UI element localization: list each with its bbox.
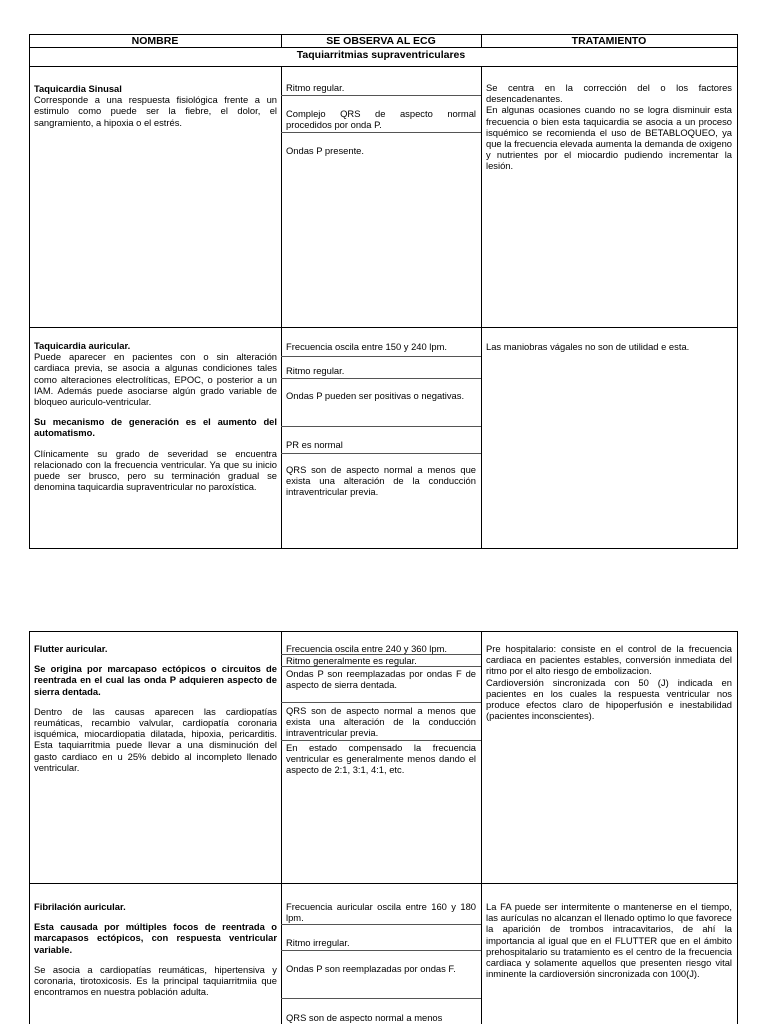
flutter-tratamiento: Pre hospitalario: consiste en el control de la frecuencia cardiaca en pacientes estables, conversión inmediata del ritmo por el alto riesgo de embolizacion. Cardioversión sincronizada con 50 (J) indicada en pacientes en los cuales la respuesta ventricular nos produce efectos claro de hipoperfusión e inestabilidad (pacientes inconscientes). [486,643,732,722]
fibrilacion-mechanism: Esta causada por múltiples focos de reentrada o marcapasos ectópicos, con respuesta ventricular variable. [34,921,277,955]
auricular-ecg-1: Frecuencia oscila entre 150 y 240 lpm. [286,341,448,352]
flutter-ecg-4: QRS son de aspecto normal a menos que exista una alteración de la conducción intraventricular previa. [286,705,476,739]
header-ecg: SE OBSERVA AL ECG [326,35,436,47]
flutter-name-cell [34,643,277,773]
sinusal-ecg-2: Complejo QRS de aspecto normal procedidos por onda P. [286,108,476,131]
fibrilacion-description: Se asocia a cardiopatías reumáticas, hipertensiva y coronaria, tirotoxicosis. Es la principal taquiarritmiia que encontramos en nuestra población adulta. [34,963,277,998]
sinusal-ecg-1: Ritmo regular. [286,82,345,93]
fibrilacion-ecg-3: Ondas P son reemplazadas por ondas F. [286,963,456,974]
flutter-ecg-2: Ritmo generalmente es regular. [286,655,417,666]
section-title: Taquiarritmias supraventriculares [296,49,466,61]
fibrilacion-ecg-1: Frecuencia auricular oscila entre 160 y 180 lpm. [286,901,476,924]
fibrilacion-ecg-2: Ritmo irregular. [286,937,350,948]
header-tratamiento: TRATAMIENTO [571,35,647,47]
sinusal-name-cell [34,83,277,128]
flutter-ecg-5: En estado compensado la frecuencia ventricular es generalmente menos dando el aspecto de 2:1, 3:1, 4:1, etc. [286,742,476,776]
flutter-mechanism: Se origina por marcapaso ectópicos o circuitos de reentrada en el cual las onda P adquieren aspecto de sierra dentada. [34,663,277,697]
flutter-ecg-3: Ondas P son reemplazadas por ondas F de aspecto de sierra dentada. [286,668,476,691]
flutter-description: Dentro de las causas aparecen las cardiopatías reumáticas, recambio valvular, cardiopatía coronaria isquémica, miocardiopatia dilatada, hipoxia, pericarditis. Esta taquiarritmia puede llevar a una disminución del gasto cardiaco en u 25% debido al incompleto llenado ventricular. [34,705,277,773]
auricular-tratamiento: Las maniobras vágales no son de utilidad e esta. [486,341,690,352]
auricular-ecg-2: Ritmo regular. [286,365,345,376]
auricular-mechanism: Su mecanismo de generación es el aumento del automatismo. [34,416,277,439]
fibrilacion-tratamiento: La FA puede ser intermitente o mantenerse en el tiempo, las aurículas no alcanzan el llenado optimo lo que favorece la aparición de trombos intracavitarios, de ahí la importancia al igual que en el FLUTTER que en el ámbito prehospitalario su tratamiento es el centro de la frecuencia cardiaca y solamente aquellos que presenten riesgo vital inminente la cardioversión sincronizada con 100(J). [486,901,732,980]
sinusal-title: Taquicardia Sinusal [34,83,122,94]
fibrilacion-ecg-4: QRS son de aspecto normal a menos [286,1012,443,1023]
flutter-ecg-1: Frecuencia oscila entre 240 y 360 lpm. [286,643,448,654]
auricular-clinical: Clínicamente su grado de severidad se encuentra relacionado con la frecuencia ventricular. Ya que su inicio puede ser brusco, pero su terminación gradual se denomina taquicardia supraventricular no paroxística. [34,447,277,493]
auricular-ecg-4: PR es normal [286,439,343,450]
sinusal-ecg-3: Ondas P presente. [286,145,365,156]
auricular-name-cell [34,340,277,492]
fibrilacion-name-cell [34,901,277,997]
auricular-ecg-3: Ondas P pueden ser positivas o negativas. [286,390,465,401]
auricular-description: Puede aparecer en pacientes con o sin alteración cardiaca previa, se asocia a algunas condiciones tales como alteraciones electrolíticas, EPOC, o posterior a un IAM. Además puede asociarse algún grado variable de bloqueo auriculo-ventricular. [34,351,277,408]
header-nombre: NOMBRE [131,35,179,47]
sinusal-description: Corresponde a una respuesta fisiológica frente a un estimulo como puede ser la fiebre, el dolor, el sangramiento, a hipoxia o el estrés. [34,94,277,128]
fibrilacion-title: Fibrilación auricular. [34,901,126,912]
flutter-title: Flutter auricular. [34,643,108,654]
sinusal-tratamiento: Se centra en la corrección del o los factores desencadenantes. En algunas ocasiones cuando no se logra disminuir esta frecuencia o bien esta taquicardia se asocia a un proceso isquémico se recomienda el uso de BETABLOQUEO, ya que la frecuencia elevada aumenta la demanda de oxigeno y nutrientes por el miocardio pudiendo incrementar la lesión. [486,82,733,172]
auricular-ecg-5: QRS son de aspecto normal a menos que exista una alteración de la conducción intraventricular previa. [286,464,476,498]
auricular-title: Taquicardia auricular. [34,340,131,351]
